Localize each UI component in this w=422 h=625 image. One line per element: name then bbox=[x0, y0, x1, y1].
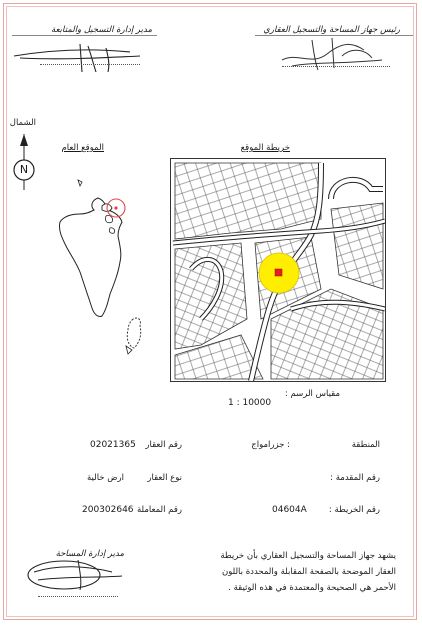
scale-value: 1 : 10000 bbox=[228, 398, 272, 408]
transaction-number-label: رقم المعاملة bbox=[136, 505, 182, 515]
footer-left-title: مدير إدارة المساحة bbox=[55, 549, 124, 559]
transaction-number-value: 200302646 bbox=[82, 505, 134, 515]
region-label: المنطقة bbox=[351, 440, 380, 450]
footer-left-signature bbox=[18, 556, 128, 594]
header-right-dotted bbox=[282, 66, 390, 67]
property-number-value: 02021365 bbox=[90, 440, 136, 450]
scale-label: مقياس الرسم : bbox=[284, 389, 340, 399]
header-left-title: مدير إدارة التسجيل والمتابعة bbox=[51, 25, 152, 35]
property-type-value: ارض خالية bbox=[86, 473, 124, 483]
header-left-signature bbox=[10, 38, 160, 78]
site-map-label: خريطة الموقع bbox=[240, 143, 290, 153]
bahrain-location-map bbox=[48, 170, 158, 370]
header-right-title: رئيس جهاز المساحة والتسجيل العقاري bbox=[263, 25, 400, 35]
header-right-signature bbox=[272, 30, 392, 75]
header-left-rule bbox=[12, 35, 157, 36]
block-label: رقم المقدمة : bbox=[330, 473, 380, 483]
general-location-label: الموقع العام bbox=[61, 143, 104, 153]
map-number-value: 04604A bbox=[272, 505, 307, 515]
site-map-parcels bbox=[171, 159, 386, 382]
header-left-dotted bbox=[40, 64, 140, 65]
certification-line-1: يشهد جهاز المساحة والتسجيل العقاري بأن خريطة bbox=[220, 551, 396, 561]
north-arrow-icon bbox=[12, 132, 36, 192]
certification-line-3: الأحمر هي الصحيحة والمعتمدة في هذه الوثيقة . bbox=[228, 583, 396, 593]
map-number-label: رقم الخريطة : bbox=[328, 505, 380, 515]
north-letter: N bbox=[19, 163, 29, 176]
property-number-label: رقم العقار bbox=[145, 440, 182, 450]
north-label: الشمال bbox=[9, 118, 36, 128]
site-map-frame bbox=[170, 158, 386, 382]
certification-line-2: العقار الموضحة بالصفحة المقابلة والمحددة باللون bbox=[222, 567, 396, 577]
region-value: : جزرامواج bbox=[251, 440, 290, 450]
property-type-label: نوع العقار bbox=[147, 473, 182, 483]
footer-left-dotted bbox=[38, 596, 118, 597]
